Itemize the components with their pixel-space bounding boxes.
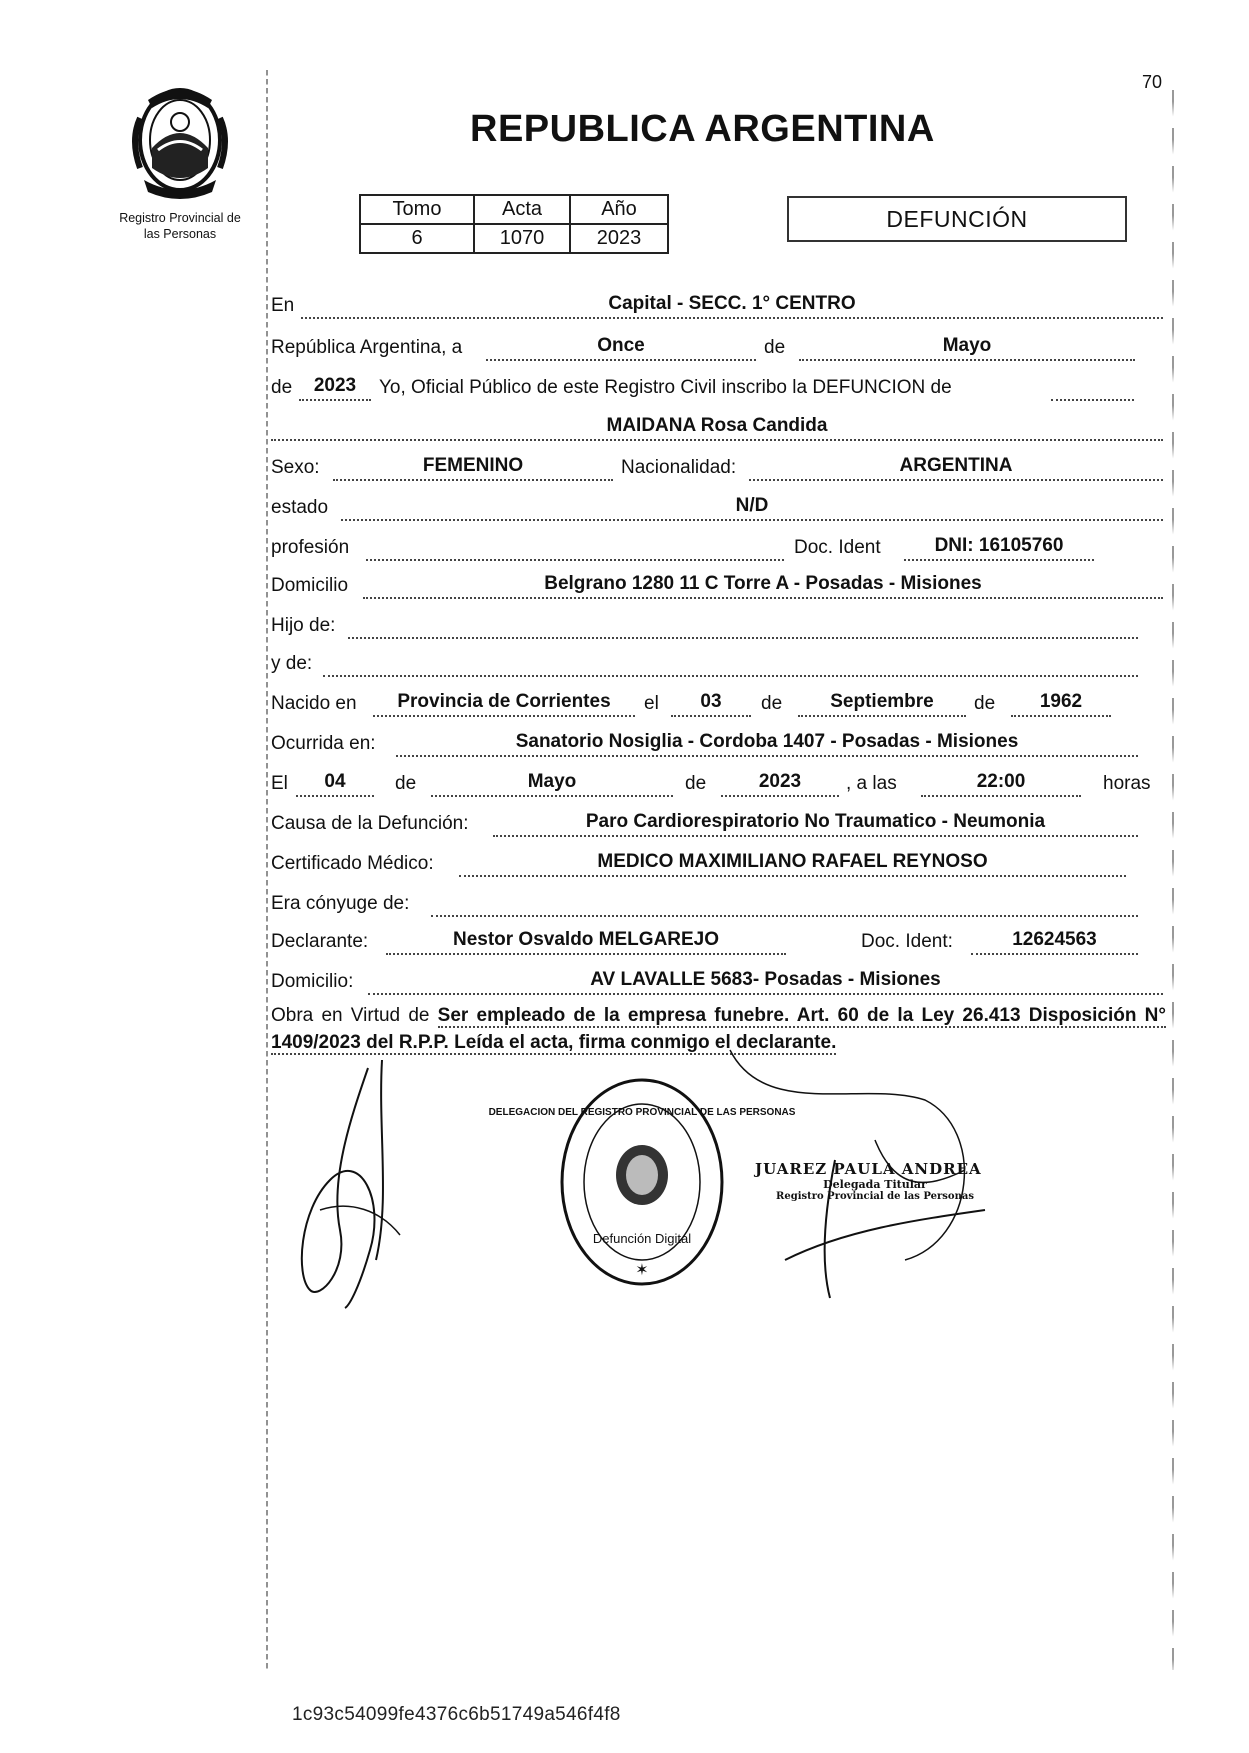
row-fecha-defuncion: El 04 de Mayo de 2023 , a las 22:00 horas [271, 768, 1166, 798]
ref-value-acta: 1070 [474, 224, 570, 253]
field-mes: Mayo [799, 335, 1135, 361]
field-doc-declarante: 12624563 [971, 929, 1138, 955]
row-profesion: profesión Doc. Ident DNI: 16105760 [271, 532, 1166, 562]
row-ocurrida: Ocurrida en: Sanatorio Nosiglia - Cordoba 1407 - Posadas - Misiones [271, 728, 1166, 758]
field-nombre: MAIDANA Rosa Candida [271, 415, 1163, 441]
page-title: REPUBLICA ARGENTINA [470, 108, 935, 150]
document-type-box: DEFUNCIÓN [787, 196, 1127, 242]
svg-text:Defunción Digital: Defunción Digital [592, 1231, 692, 1246]
provincial-crest-icon [122, 78, 238, 202]
row-nombre [271, 412, 1166, 442]
obra-paragraph: Obra en Virtud de Ser empleado de la empresa funebre. Art. 60 de la Ley 26.413 Disposición N° 1409/2023 del R.P.P. Leída el acta, firma conmigo el declarante. [271, 1005, 1166, 1053]
field-certificado: MEDICO MAXIMILIANO RAFAEL REYNOSO [459, 851, 1126, 877]
field-declaracion-cont [1051, 375, 1134, 401]
field-estado: N/D [341, 495, 1163, 521]
page-number: 70 [1142, 72, 1163, 92]
reference-table [359, 194, 669, 254]
field-causa: Paro Cardiorespiratorio No Traumatico - Neumonia [493, 811, 1138, 837]
row-certificado: Certificado Médico: MEDICO MAXIMILIANO RAFAEL REYNOSO [271, 848, 1166, 878]
document-hash: 1c93c54099fe4376c6b51749a546f4f8 [292, 1704, 621, 1725]
row-domicilio: Domicilio Belgrano 1280 11 C Torre A - Posadas - Misiones [271, 570, 1166, 600]
ref-header-tomo: Tomo [360, 195, 474, 224]
field-hijo [348, 613, 1138, 639]
row-domicilio-declarante: Domicilio: AV LAVALLE 5683- Posadas - Misiones [271, 966, 1166, 996]
registry-name: Registro Provincial de las Personas [119, 211, 241, 241]
row-sexo: Sexo: FEMENINO Nacionalidad: ARGENTINA [271, 452, 1166, 482]
field-anio: 2023 [299, 375, 371, 401]
official-seal-icon [488, 1075, 796, 1290]
field-def-anio: 2023 [721, 771, 839, 797]
field-profesion [366, 535, 784, 561]
svg-text:DELEGACION DEL REGISTRO PROVIN: DELEGACION DEL REGISTRO PROVINCIAL DE LAS PERSONAS [488, 1107, 796, 1118]
field-nac-anio: 1962 [1011, 691, 1111, 717]
official-stamp: JUAREZ PAULA ANDREA Delegada Titular Registro Provincial de las Personas [755, 1160, 982, 1202]
right-margin-marks [1172, 90, 1174, 1670]
row-causa: Causa de la Defunción: Paro Cardiorespiratorio No Traumatico - Neumonia [271, 808, 1166, 838]
row-hijo: Hijo de: [271, 610, 1166, 640]
field-domicilio-declarante: AV LAVALLE 5683- Posadas - Misiones [368, 969, 1163, 995]
field-nac-dia: 03 [671, 691, 751, 717]
ref-value-tomo: 6 [360, 224, 474, 253]
margin-line [266, 70, 268, 1670]
field-domicilio: Belgrano 1280 11 C Torre A - Posadas - Misiones [363, 573, 1163, 599]
field-sexo: FEMENINO [333, 455, 613, 481]
row-nacido: Nacido en Provincia de Corrientes el 03 de Septiembre de 1962 [271, 688, 1166, 718]
ref-header-acta: Acta [474, 195, 570, 224]
field-conyuge [431, 891, 1138, 917]
row-declarante: Declarante: Nestor Osvaldo MELGAREJO Doc. Ident: 12624563 [271, 926, 1166, 956]
field-lugar: Capital - SECC. 1° CENTRO [301, 293, 1163, 319]
svg-text:✶: ✶ [635, 1262, 649, 1279]
row-conyuge: Era cónyuge de: [271, 888, 1166, 918]
field-nacido-en: Provincia de Corrientes [373, 691, 635, 717]
field-doc: DNI: 16105760 [904, 535, 1094, 561]
declarant-signature-icon [290, 1060, 430, 1310]
field-ocurrida: Sanatorio Nosiglia - Cordoba 1407 - Posadas - Misiones [396, 731, 1138, 757]
row-estado: estado N/D [271, 492, 1166, 522]
row-y-de: y de: [271, 648, 1166, 678]
row-declaracion: de 2023 Yo, Oficial Público de este Registro Civil inscribo la DEFUNCION de [271, 372, 1166, 402]
field-obra: Ser empleado de la empresa funebre. Art. 60 de la Ley 26.413 Disposición N° 1409/2023 del R.P.P. Leída el acta, firma conmigo el declarante. [271, 1005, 1166, 1053]
row-en: En Capital - SECC. 1° CENTRO [271, 290, 1166, 320]
field-y-de [323, 651, 1138, 677]
field-def-mes: Mayo [431, 771, 673, 797]
field-hora: 22:00 [921, 771, 1081, 797]
ref-header-anio: Año [570, 195, 668, 224]
field-def-dia: 04 [296, 771, 374, 797]
field-dia: Once [486, 335, 756, 361]
row-fecha-acta: República Argentina, a Once de Mayo [271, 332, 1166, 362]
field-nacionalidad: ARGENTINA [749, 455, 1163, 481]
ref-value-anio: 2023 [570, 224, 668, 253]
field-declarante: Nestor Osvaldo MELGAREJO [386, 929, 786, 955]
field-nac-mes: Septiembre [798, 691, 966, 717]
